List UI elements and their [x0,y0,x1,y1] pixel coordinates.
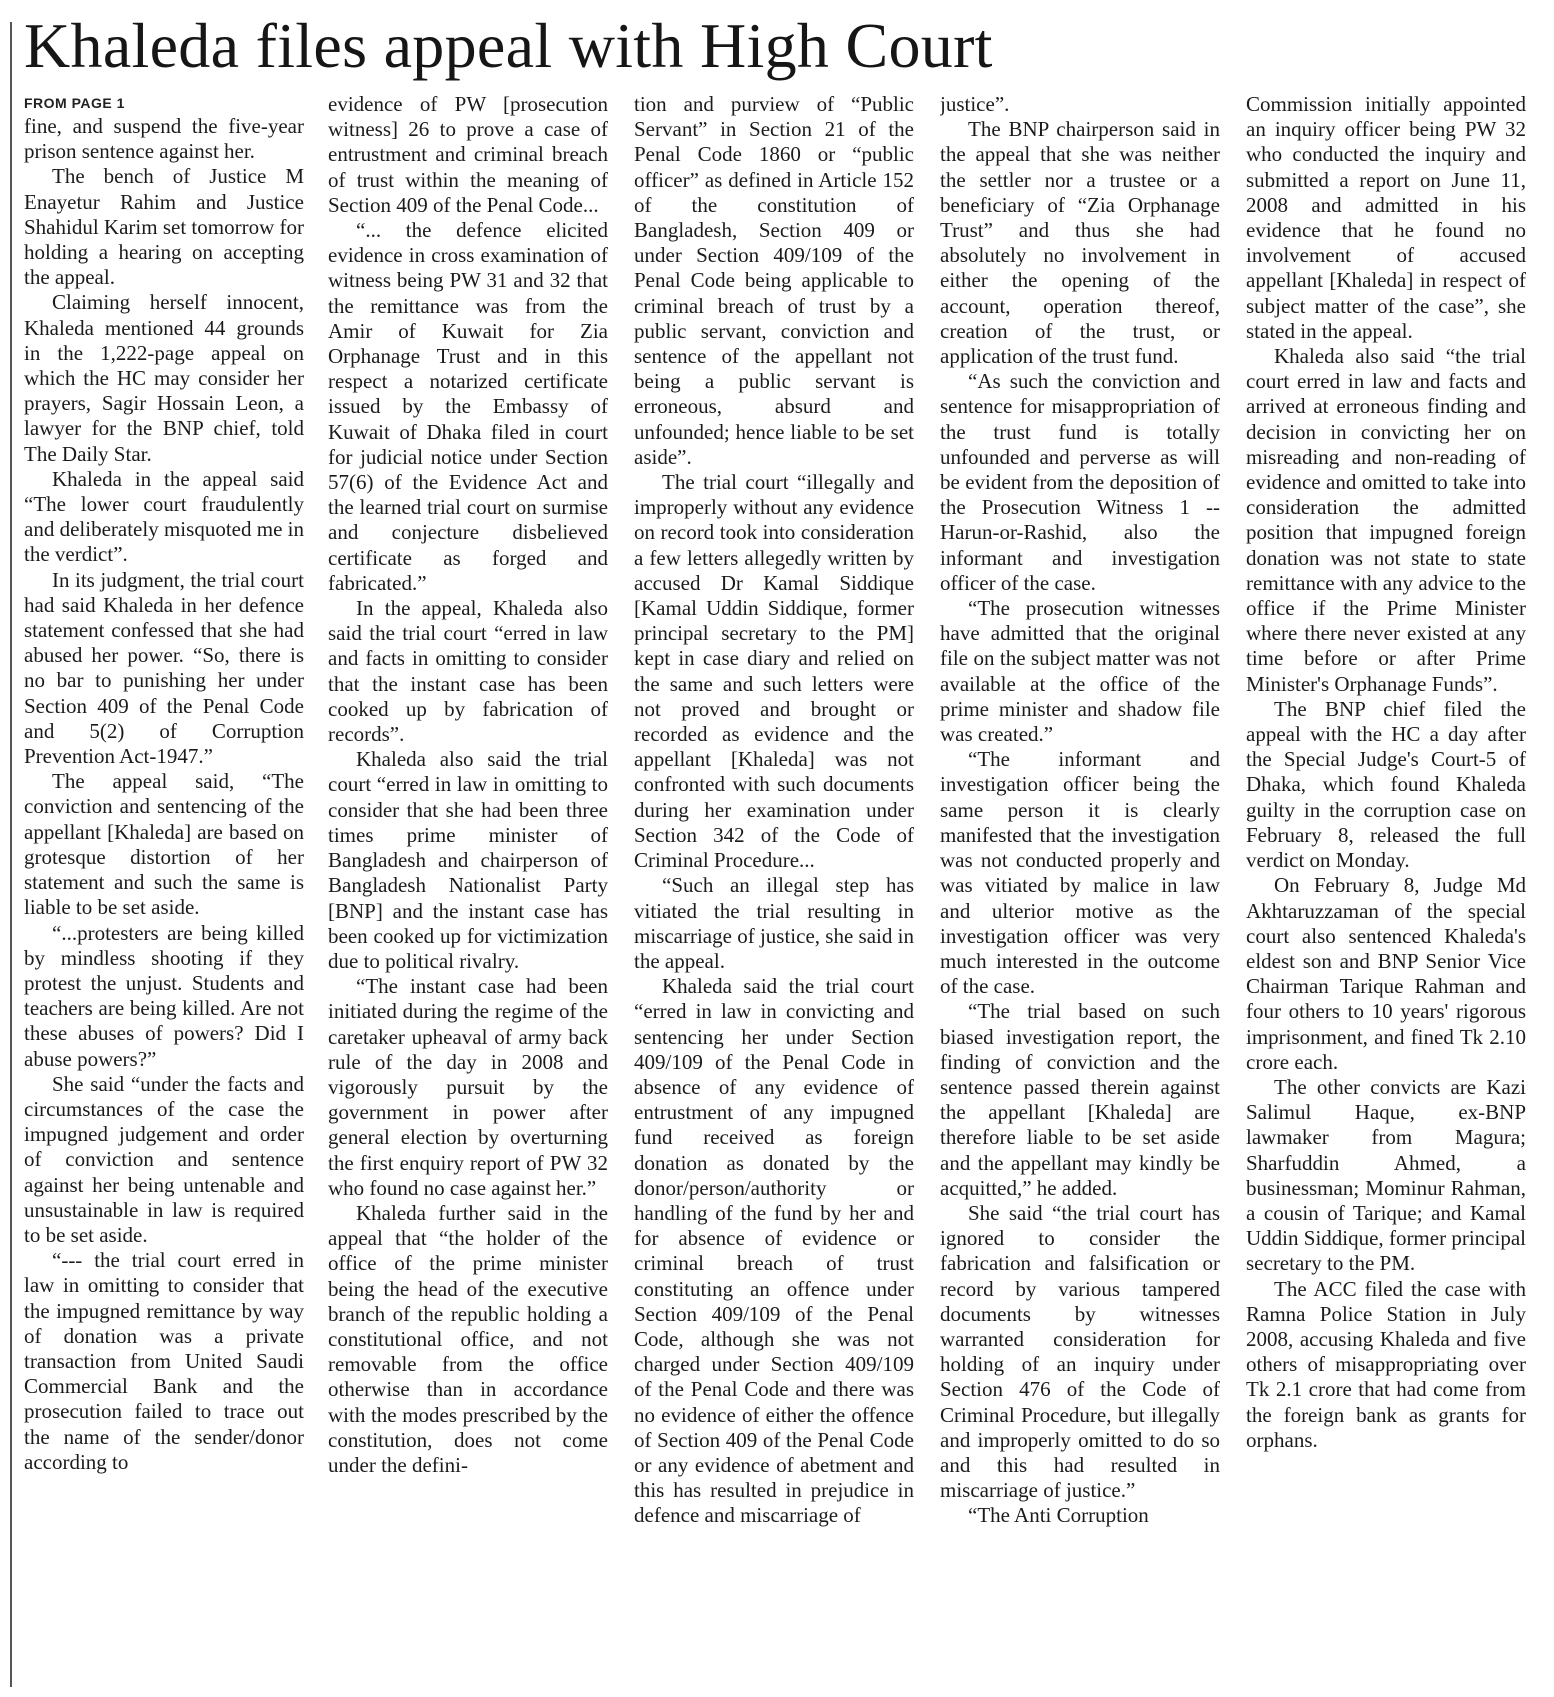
paragraph: “... the defence elicited evidence in cross examination of witness being PW 31 and 32 that the remittance was from the Amir of Kuwait for Zia Orphanage Trust and in this respect a notarized certificate issued by the Embassy of Kuwait of Dhaka filed in court for judicial notice under Section 57(6) of the Evidence Act and the learned trial court on surmise and conjecture disbelieved certificate as forged and fabricated.” [328,218,608,595]
paragraph: “The Anti Corruption [968,1503,1149,1528]
paragraph: She said “under the facts and circumstances of the case the impugned judgement and order of conviction and sentence against her being untenable and unsustainable in law is required to be set aside. [24,1071,304,1247]
paragraph: Claiming herself innocent, Khaleda mentioned 44 grounds in the 1,222-page appeal on which the HC may consider her prayers, Sagir Hossain Leon, a lawyer for the BNP chief, told The Daily Star. [24,290,304,466]
paragraph: evidence of PW [prosecution witness] 26 to prove a case of entrustment and criminal breach of trust within the meaning of Section 409 of the Penal Code... [328,92,608,217]
paragraph: “The informant and investigation officer being the same person it is clearly manifested that the investigation was not conducted properly and was vitiated by malice in law and ulterior motive as the investigation officer was very much interested in the outcome of the case. [940,747,1220,999]
paragraph: “The instant case had been initiated during the regime of the caretaker upheaval of army back rule of the day in 2008 and vigorously pursuit by the government in power after general election by overturning the first enquiry report of PW 32 who found no case against her.” [328,974,608,1200]
paragraph: In its judgment, the trial court had said Khaleda in her defence statement confessed that she had abused her power. “So, there is no bar to punishing her under Section 409 of the Penal Code and 5(2) of Corruption Prevention Act-1947.” [24,567,304,769]
paragraph: The BNP chairperson said in the appeal that she was neither the settler nor a trustee or a beneficiary of “Zia Orphanage Trust” and thus she had absolutely no involvement in either the opening of the account, operation thereof, creation of the trust, or application of the trust fund. [940,117,1220,369]
paragraph: “The prosecution witnesses have admitted that the original file on the subject matter was not available at the office of the prime minister and shadow file was created.” [940,596,1220,747]
paragraph: Khaleda in the appeal said “The lower court fraudulently and deliberately misquoted me in the verdict”. [24,466,304,567]
paragraph: The appeal said, “The conviction and sentencing of the appellant [Khaleda] are based on grotesque distortion of her statement and such the same is liable to be set aside. [24,769,304,920]
paragraph: Khaleda said the trial court “erred in law in convicting and sentencing her under Section 409/109 of the Penal Code in absence of any evidence of entrustment of any impugned fund received as foreign donation as donated by the donor/person/authority or handling of the fund by her and for absence of evidence or criminal breach of trust constituting an offence under Section 409/109 of the Penal Code, although she was not charged under Section 409/109 of the Penal Code and there was no evidence of either the offence of Section 409 of the Penal Code or any evidence of abetment and this has resulted in prejudice in defence and miscarriage of [634,974,914,1528]
paragraph: Khaleda also said the trial court “erred in law in omitting to consider that she had been three times prime minister of Bangladesh and chairperson of Bangladesh Nationalist Party [BNP] and the instant case has been cooked up for victimization due to political rivalry. [328,747,608,973]
paragraph: The other convicts are Kazi Salimul Haque, ex-BNP lawmaker from Magura; Sharfuddin Ahmed, a businessman; Mominur Rahman, a cousin of Tarique; and Kamal Uddin Siddique, former principal secretary to the PM. [1246,1074,1526,1276]
paragraph: justice”. [940,92,1010,116]
paragraph: Khaleda further said in the appeal that “the holder of the office of the prime minister being the head of the executive branch of the republic holding a constitutional office, and not removable from the office otherwise than in accordance with the modes prescribed by the constitution, does not come under the defini- [328,1200,608,1477]
headline: Khaleda files appeal with High Court [24,10,993,81]
left-column-rule [10,22,12,1687]
paragraph: The ACC filed the case with Ramna Police Station in July 2008, accusing Khaleda and five others of misappropriating over Tk 2.1 crore that had come from the foreign bank as grants for orphans. [1246,1276,1526,1452]
kicker-from-page-1: FROM PAGE 1 [24,95,125,111]
paragraph: “As such the conviction and sentence for misappropriation of the trust fund is totally unfounded and perverse as will be evident from the deposition of the Prosecution Witness 1 -- Harun-or-Rashid, also the informant and investigation officer of the case. [940,369,1220,595]
paragraph: The trial court “illegally and improperly without any evidence on record took into consideration a few letters allegedly written by accused Dr Kamal Siddique [Kamal Uddin Siddique, former principal secretary to the PM] kept in case diary and relied on the same and such letters were not proved and brought or recorded as evidence and the appellant [Khaleda] was not confronted with such documents during her examination under Section 342 of the Code of Criminal Procedure... [634,470,914,873]
paragraph: On February 8, Judge Md Akhtaruzzaman of the special court also sentenced Khaleda's eldest son and BNP Senior Vice Chairman Tarique Rahman and four others to 10 years' rigorous imprisonment, and fined Tk 2.10 crore each. [1246,873,1526,1074]
paragraph: The bench of Justice M Enayetur Rahim and Justice Shahidul Karim set tomorrow for holding a hearing on accepting the appeal. [24,164,304,290]
article-column-5 [1246,92,1526,1692]
article-column-4 [940,92,1220,1692]
paragraph: In the appeal, Khaleda also said the trial court “erred in law and facts in omitting to consider that the instant case has been cooked up by fabrication of records”. [328,596,608,747]
article-column-2 [328,92,608,1692]
article-column-3 [634,92,914,1692]
paragraph: “...protesters are being killed by mindless shooting if they protest the unjust. Students and teachers are being killed. Are not these abuses of powers? Did I abuse powers?” [24,920,304,1071]
paragraph: She said “the trial court has ignored to consider the fabrication and falsification or record by various tampered documents by witnesses warranted consideration for holding of an inquiry under Section 476 of the Code of Criminal Procedure, but illegally and improperly omitted to do so and this had resulted in miscarriage of justice.” [940,1200,1220,1503]
paragraph: “Such an illegal step has vitiated the trial resulting in miscarriage of justice, she said in the appeal. [634,873,914,973]
paragraph: Khaleda also said “the trial court erred in law and facts and arrived at erroneous finding and decision in convicting her on misreading and non-reading of evidence and omitted to take into consideration the admitted position that impugned foreign donation was not state to state remittance with any advice to the office if the Prime Minister where there never existed at any time before or after Prime Minister's Orphanage Funds”. [1246,344,1526,696]
paragraph: fine, and suspend the five-year prison sentence against her. [24,114,304,164]
paragraph: Commission initially appointed an inquiry officer being PW 32 who conducted the inquiry and submitted a report on June 11, 2008 and admitted in his evidence that he found no involvement of accused appellant [Khaleda] in respect of subject matter of the case”, she stated in the appeal. [1246,92,1526,343]
article-column-1 [24,92,304,1692]
paragraph: The BNP chief filed the appeal with the HC a day after the Special Judge's Court-5 of Dhaka, which found Khaleda guilty in the corruption case on February 8, released the full verdict on Monday. [1246,696,1526,873]
paragraph: tion and purview of “Public Servant” in Section 21 of the Penal Code 1860 or “public officer” as defined in Article 152 of the constitution of Bangladesh, Section 409 or under Section 409/109 of the Penal Code being applicable to criminal breach of trust by a public servant, conviction and sentence of the appellant not being a public servant is erroneous, absurd and unfounded; hence liable to be set aside”. [634,92,914,469]
paragraph: “--- the trial court erred in law in omitting to consider that the impugned remittance by way of donation was a private transaction from United Saudi Commercial Bank and the prosecution failed to trace out the name of the sender/donor according to [24,1248,304,1474]
paragraph: “The trial based on such biased investigation report, the finding of conviction and the sentence passed therein against the appellant [Khaleda] are therefore liable to be set aside and the appellant may kindly be acquitted,” he added. [940,999,1220,1200]
